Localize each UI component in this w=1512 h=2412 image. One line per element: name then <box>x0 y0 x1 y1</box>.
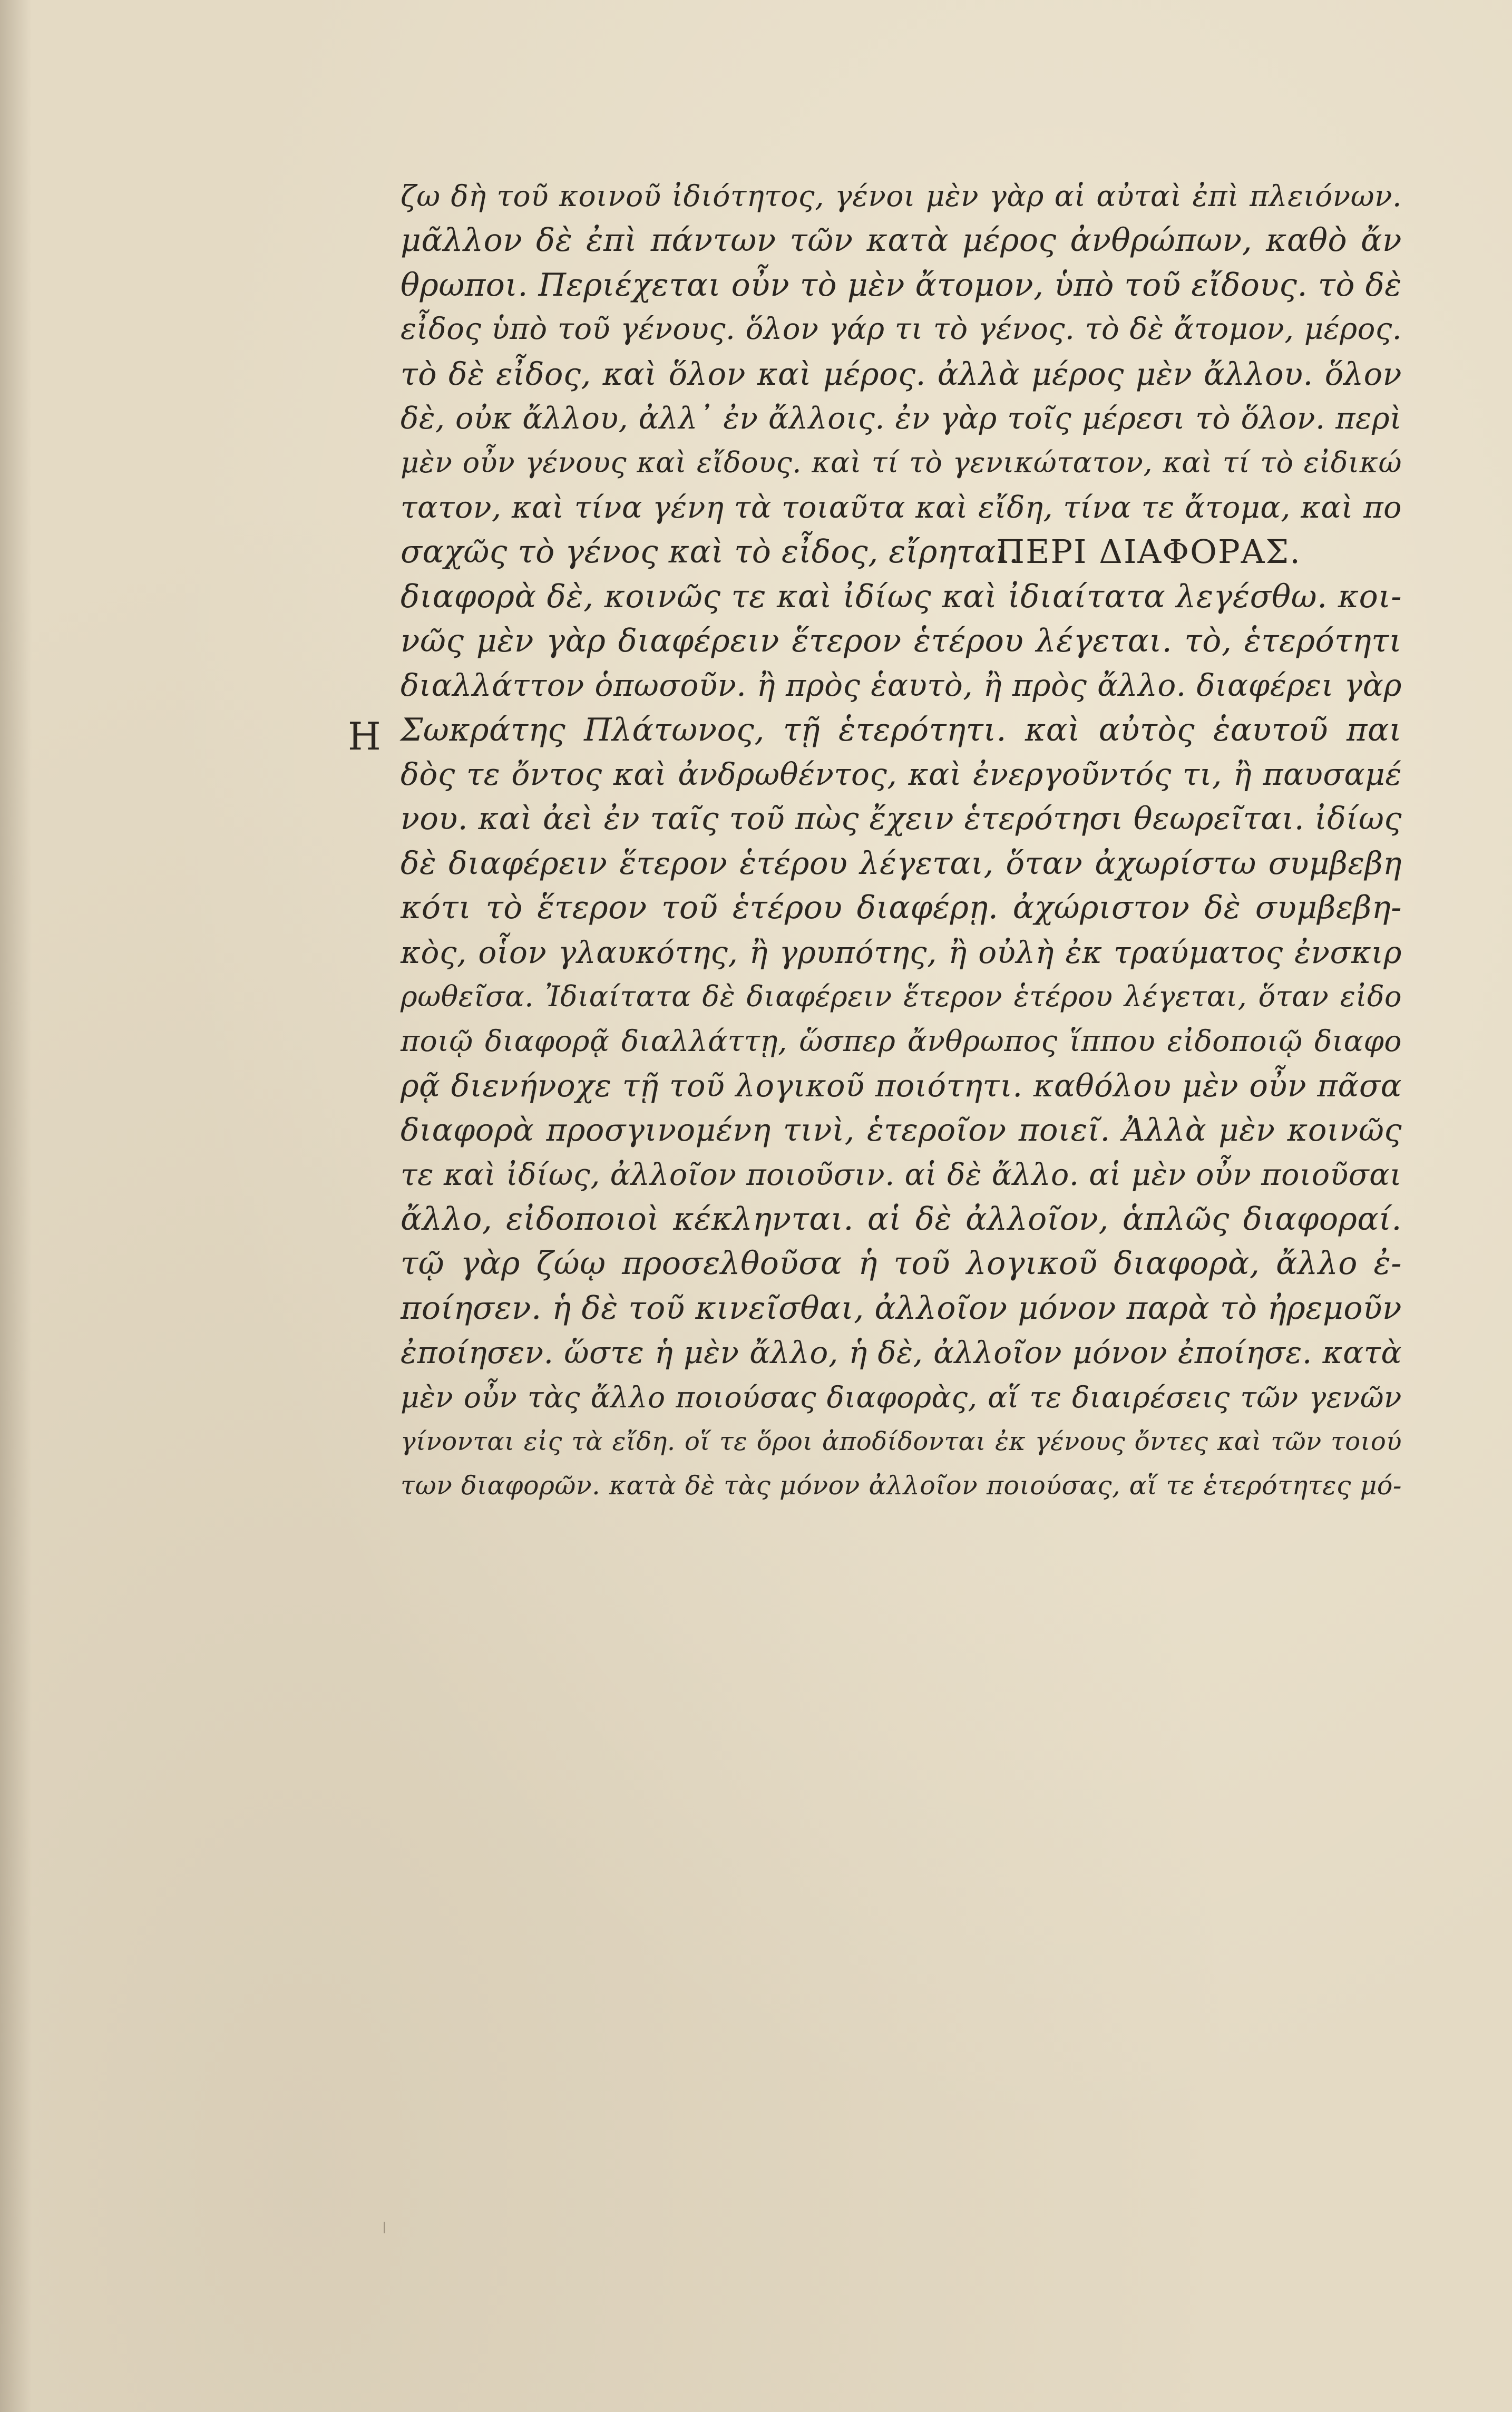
text-line: νου. καὶ ἀεὶ ἐν ταῖς τοῦ πὼς ἔχειν ἑτερότησι θεωρεῖται. ἰδίως <box>401 800 1402 837</box>
text-line: ζω δὴ τοῦ κοινοῦ ἰδιότητος, γένοι μὲν γὰρ αἱ αὐταὶ ἐπὶ πλειόνων. <box>401 179 1402 213</box>
text-line: κότι τὸ ἕτερον τοῦ ἑτέρου διαφέρῃ. ἀχώριστον δὲ συμβεβη- <box>401 889 1402 927</box>
text-line: ποίησεν. ἡ δὲ τοῦ κινεῖσθαι, ἀλλοῖον μόνον παρὰ τὸ ἠρεμοῦν <box>401 1289 1402 1327</box>
text-line: δὸς τε ὄντος καὶ ἀνδρωθέντος, καὶ ἐνεργοῦντός τι, ἢ παυσαμέ <box>401 756 1402 793</box>
text-line: ἄλλο, εἰδοποιοὶ κέκληνται. αἱ δὲ ἀλλοῖον, ἁπλῶς διαφοραί. <box>401 1200 1402 1238</box>
text-block <box>401 174 1402 1509</box>
text-line: ποιῷ διαφορᾷ διαλλάττῃ, ὥσπερ ἄνθρωπος ἵππου εἰδοποιῷ διαφο <box>401 1024 1402 1058</box>
initial-letter: Η <box>348 714 381 758</box>
text-line: τατον, καὶ τίνα γένη τὰ τοιαῦτα καὶ εἴδη, τίνα τε ἄτομα, καὶ πο <box>401 490 1402 525</box>
text-line: διαφορὰ δὲ, κοινῶς τε καὶ ἰδίως καὶ ἰδιαίτατα λεγέσθω. κοι- <box>401 578 1402 615</box>
text-line: μὲν οὖν γένους καὶ εἴδους. καὶ τί τὸ γενικώτατον, καὶ τί τὸ εἰδικώ <box>401 446 1402 480</box>
text-line: τε καὶ ἰδίως, ἀλλοῖον ποιοῦσιν. αἱ δὲ ἄλλο. αἱ μὲν οὖν ποιοῦσαι <box>401 1157 1402 1192</box>
text-line: δὲ, οὐκ ἄλλου, ἀλλ᾽ ἐν ἄλλοις. ἐν γὰρ τοῖς μέρεσι τὸ ὅλον. περὶ <box>401 401 1402 436</box>
gutter-shadow <box>0 0 32 2412</box>
text-line: δὲ διαφέρειν ἕτερον ἑτέρου λέγεται, ὅταν ἀχωρίστω συμβεβη <box>401 844 1402 881</box>
text-line: νῶς μὲν γὰρ διαφέρειν ἕτερον ἑτέρου λέγεται. τὸ, ἑτερότητι <box>401 622 1402 659</box>
text-line: τῷ γὰρ ζώῳ προσελθοῦσα ἡ τοῦ λογικοῦ διαφορὰ, ἄλλο ἐ- <box>401 1245 1402 1282</box>
section-heading: ΠΕΡΙ ΔΙΑΦΟΡΑΣ. <box>996 532 1301 571</box>
text-line: ρᾷ διενήνοχε τῇ τοῦ λογικοῦ ποιότητι. καθόλου μὲν οὖν πᾶσα <box>401 1067 1402 1104</box>
text-line: Σωκράτης Πλάτωνος, τῇ ἑτερότητι. καὶ αὐτὸς ἑαυτοῦ παι <box>401 711 1402 748</box>
text-line: διαλλάττον ὁπωσοῦν. ἢ πρὸς ἑαυτὸ, ἢ πρὸς ἄλλο. διαφέρει γὰρ <box>401 667 1402 704</box>
text-line-with-heading <box>401 530 1402 574</box>
text-line: σαχῶς τὸ γένος καὶ τὸ εἶδος, εἴρηται. <box>401 533 1019 571</box>
text-line: γίνονται εἰς τὰ εἴδη. οἵ τε ὅροι ἀποδίδονται ἐκ γένους ὄντες καὶ τῶν τοιού <box>401 1426 1402 1456</box>
text-line: θρωποι. Περιέχεται οὖν τὸ μὲν ἄτομον, ὑπὸ τοῦ εἴδους. τὸ δὲ <box>401 266 1402 304</box>
text-line: διαφορὰ προσγινομένη τινὶ, ἑτεροῖον ποιεῖ. Ἀλλὰ μὲν κοινῶς <box>401 1112 1402 1149</box>
text-line: εἶδος ὑπὸ τοῦ γένους. ὅλον γάρ τι τὸ γένος. τὸ δὲ ἄτομον, μέρος. <box>401 312 1402 347</box>
text-line: ἐποίησεν. ὥστε ἡ μὲν ἄλλο, ἡ δὲ, ἀλλοῖον μόνον ἐποίησε. κατὰ <box>401 1335 1402 1371</box>
text-line: των διαφορῶν. κατὰ δὲ τὰς μόνον ἀλλοῖον ποιούσας, αἵ τε ἑτερότητες μό- <box>401 1471 1402 1501</box>
text-line: μὲν οὖν τὰς ἄλλο ποιούσας διαφορὰς, αἵ τε διαιρέσεις τῶν γενῶν <box>401 1380 1402 1414</box>
text-line: μᾶλλον δὲ ἐπὶ πάντων τῶν κατὰ μέρος ἀνθρώπων, καθὸ ἄν <box>401 222 1402 259</box>
text-line: κὸς, οἷον γλαυκότης, ἢ γρυπότης, ἢ οὐλὴ ἐκ τραύματος ἐνσκιρ <box>401 934 1402 970</box>
paper-blemish <box>384 2222 385 2233</box>
text-line: τὸ δὲ εἶδος, καὶ ὅλον καὶ μέρος. ἀλλὰ μέρος μὲν ἄλλου. ὅλον <box>401 355 1402 392</box>
text-line: ρωθεῖσα. Ἰδιαίτατα δὲ διαφέρειν ἕτερον ἑτέρου λέγεται, ὅταν εἰδο <box>401 980 1402 1014</box>
